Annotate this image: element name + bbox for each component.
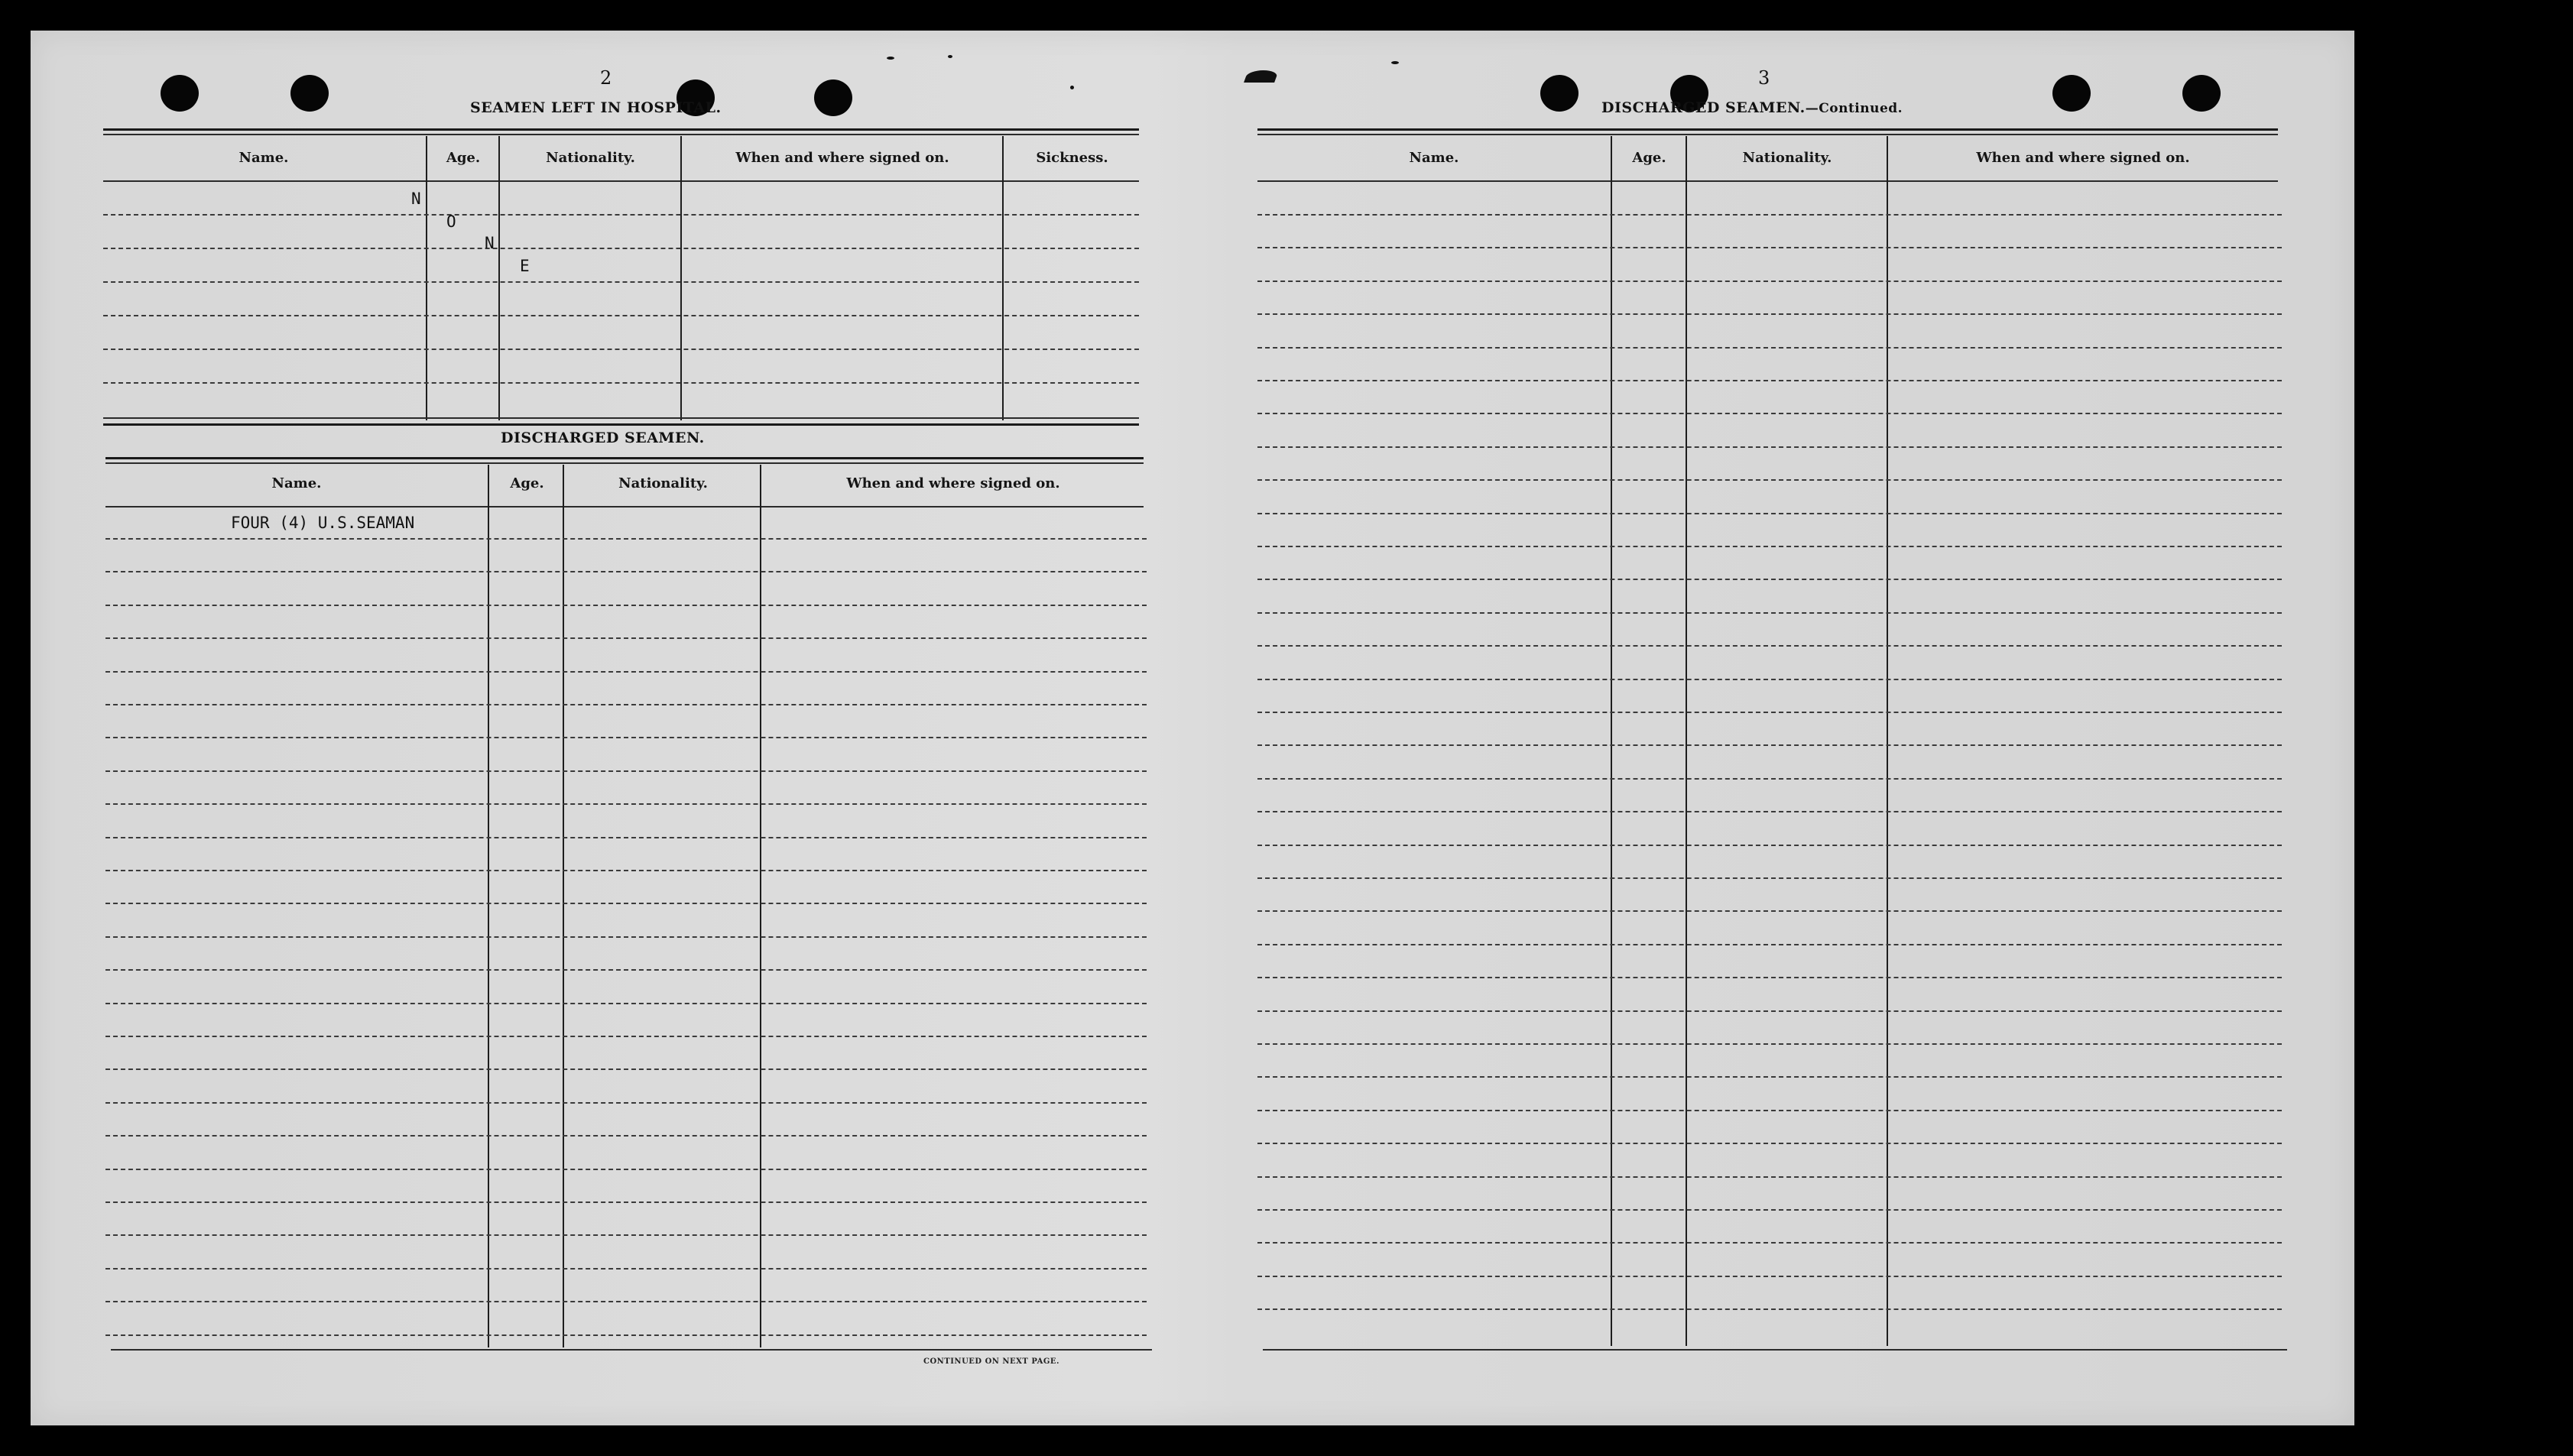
- discharged-col-divider: [563, 465, 564, 1347]
- ledger-row-line: [105, 1301, 1147, 1302]
- ledger-row-line: [105, 538, 1147, 540]
- col-sickness-header: Sickness.: [1036, 150, 1108, 166]
- hospital-col-divider: [426, 136, 427, 420]
- ledger-row-line: [1257, 1143, 2282, 1144]
- ledger-row-line: [1257, 1308, 2282, 1310]
- discharged-section-title: DISCHARGED SEAMEN.: [501, 430, 705, 446]
- ledger-row-line: [105, 837, 1147, 838]
- col-name-header: Name.: [238, 150, 289, 166]
- right-col-divider: [1686, 136, 1687, 1346]
- hospital-bottom-rule-2: [103, 423, 1139, 426]
- none-letter-n: N: [411, 190, 421, 208]
- ledger-row-line: [1257, 546, 2282, 547]
- ledger-row-line: [1257, 712, 2282, 713]
- ledger-row-line: [1257, 645, 2282, 647]
- ledger-row-line: [1257, 1242, 2282, 1244]
- discharged-col-divider: [488, 465, 489, 1347]
- ledger-row-line: [1257, 811, 2282, 812]
- none-letter-n2: N: [485, 234, 495, 252]
- ink-speck: [1070, 86, 1074, 89]
- col-age-header: Age.: [510, 475, 544, 491]
- ledger-row-line: [1257, 247, 2282, 248]
- ledger-row-line: [1257, 313, 2282, 315]
- ledger-row-line: [1257, 744, 2282, 746]
- punch-hole: [2052, 75, 2091, 112]
- punch-hole: [161, 75, 199, 112]
- continued-suffix: —Continued.: [1805, 101, 1903, 116]
- discharged-continued-title-text: DISCHARGED SEAMEN.: [1601, 99, 1806, 116]
- hospital-row-line: [103, 248, 1139, 249]
- right-col-divider: [1887, 136, 1888, 1346]
- col-signed-on-header: When and where signed on.: [846, 475, 1060, 491]
- col-name-header: Name.: [271, 475, 322, 491]
- discharged-top-rule: [105, 457, 1144, 459]
- ledger-row-line: [1257, 513, 2282, 514]
- punch-hole: [2182, 75, 2221, 112]
- punch-hole: [1540, 75, 1579, 112]
- ledger-row-line: [1257, 612, 2282, 614]
- ink-speck: [948, 55, 952, 58]
- hospital-header-rule: [103, 180, 1139, 182]
- discharged-entry-name: FOUR (4) U.S.SEAMAN: [231, 514, 415, 532]
- ledger-row-line: [1257, 380, 2282, 381]
- col-name-header: Name.: [1409, 150, 1459, 166]
- ledger-row-line: [1257, 944, 2282, 945]
- ledger-row-line: [1257, 877, 2282, 879]
- col-age-header: Age.: [446, 150, 481, 166]
- ink-speck: [1244, 70, 1279, 83]
- ledger-row-line: [105, 1068, 1147, 1070]
- hospital-col-divider: [498, 136, 500, 420]
- ledger-row-line: [1257, 347, 2282, 349]
- right-top-rule-2: [1257, 134, 2278, 135]
- ledger-row-line: [1257, 214, 2282, 216]
- ledger-row-line: [1257, 1076, 2282, 1078]
- col-nationality-header: Nationality.: [546, 150, 635, 166]
- ledger-row-line: [1257, 1110, 2282, 1111]
- ledger-row-line: [1257, 1276, 2282, 1277]
- page-number-left: 2: [600, 67, 612, 89]
- col-nationality-header: Nationality.: [1742, 150, 1832, 166]
- right-header-rule: [1257, 180, 2278, 182]
- ledger-row-line: [1257, 1176, 2282, 1178]
- right-col-divider: [1611, 136, 1612, 1346]
- ledger-row-line: [1257, 479, 2282, 481]
- ledger-row-line: [1257, 1209, 2282, 1211]
- ledger-row-line: [1257, 679, 2282, 680]
- ledger-row-line: [105, 1102, 1147, 1104]
- right-bottom-rule: [1263, 1349, 2287, 1351]
- discharged-bottom-rule: [111, 1349, 1152, 1351]
- punch-hole: [814, 79, 852, 116]
- ledger-row-line: [1257, 1010, 2282, 1012]
- ledger-row-line: [105, 1135, 1147, 1137]
- discharged-header-rule: [105, 506, 1144, 507]
- hospital-row-line: [103, 349, 1139, 350]
- ledger-row-line: [105, 1169, 1147, 1170]
- page-number-right: 3: [1758, 67, 1770, 89]
- ledger-row-line: [105, 605, 1147, 606]
- ledger-row-line: [105, 770, 1147, 772]
- continued-footer: CONTINUED ON NEXT PAGE.: [923, 1357, 1060, 1366]
- discharged-top-rule-2: [105, 462, 1144, 464]
- ledger-row-line: [1257, 446, 2282, 448]
- hospital-row-line: [103, 382, 1139, 384]
- hospital-top-rule: [103, 128, 1139, 131]
- none-letter-o: O: [446, 212, 456, 231]
- none-letter-e: E: [520, 257, 530, 275]
- ledger-row-line: [105, 870, 1147, 871]
- ledger-row-line: [1257, 778, 2282, 780]
- col-age-header: Age.: [1632, 150, 1666, 166]
- hospital-col-divider: [1002, 136, 1004, 420]
- hospital-bottom-rule: [103, 417, 1139, 419]
- ledger-row-line: [1257, 977, 2282, 978]
- discharged-continued-title: [1601, 99, 1903, 116]
- ledger-row-line: [105, 1201, 1147, 1203]
- ledger-row-line: [1257, 1043, 2282, 1045]
- punch-hole: [290, 75, 329, 112]
- ledger-row-line: [105, 936, 1147, 938]
- ledger-row-line: [1257, 910, 2282, 912]
- ledger-row-line: [105, 737, 1147, 738]
- ink-speck: [887, 57, 894, 60]
- ledger-row-line: [105, 637, 1147, 639]
- col-nationality-header: Nationality.: [618, 475, 708, 491]
- ledger-row-line: [1257, 280, 2282, 282]
- ledger-row-line: [105, 571, 1147, 572]
- ledger-row-line: [105, 1234, 1147, 1236]
- hospital-row-line: [103, 281, 1139, 283]
- ink-speck: [1391, 61, 1399, 64]
- ledger-row-line: [105, 1268, 1147, 1270]
- ledger-row-line: [105, 1003, 1147, 1004]
- hospital-col-divider: [680, 136, 682, 420]
- right-top-rule: [1257, 128, 2278, 131]
- hospital-row-line: [103, 315, 1139, 316]
- discharged-col-divider: [760, 465, 761, 1347]
- hospital-section-title: SEAMEN LEFT IN HOSPITAL.: [470, 99, 722, 116]
- col-signed-on-header: When and where signed on.: [1976, 150, 2190, 166]
- ledger-row-line: [1257, 413, 2282, 414]
- hospital-top-rule-2: [103, 134, 1139, 135]
- hospital-row-line: [103, 214, 1139, 216]
- ledger-row-line: [105, 969, 1147, 971]
- ledger-row-line: [105, 1334, 1147, 1336]
- ledger-row-line: [105, 1036, 1147, 1037]
- col-signed-on-header: When and where signed on.: [735, 150, 949, 166]
- ledger-row-line: [105, 671, 1147, 673]
- ledger-row-line: [105, 903, 1147, 904]
- ledger-row-line: [1257, 845, 2282, 846]
- document-page: [31, 31, 2354, 1425]
- ledger-row-line: [105, 803, 1147, 805]
- ledger-row-line: [1257, 579, 2282, 580]
- ledger-row-line: [105, 704, 1147, 705]
